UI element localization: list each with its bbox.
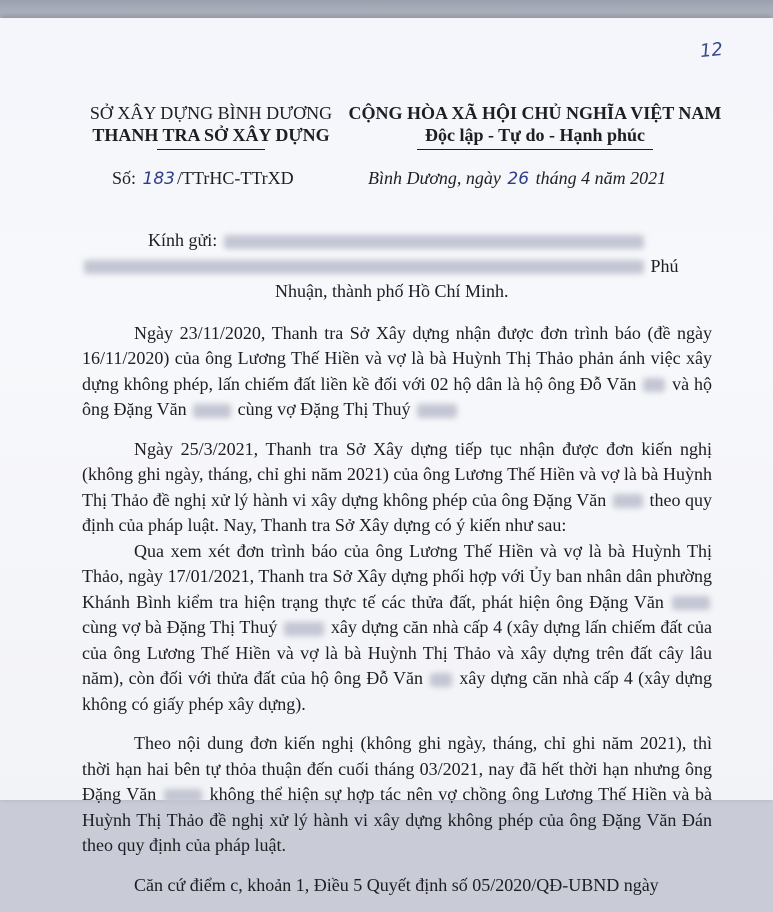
paragraph-3 — [82, 539, 712, 718]
redacted-name — [284, 622, 324, 636]
motto-underline — [417, 149, 653, 150]
paragraph-1-text-c: cùng vợ Đặng Thị Thuý — [237, 399, 411, 419]
paragraph-3-text-d: xây dựng căn nhà cấp 4 (xây dựng không có giấy phép xây dựng). — [82, 668, 713, 714]
paragraph-5: Căn cứ điểm c, khoản 1, Điều 5 Quyết định số 05/2020/QĐ-UBND ngày — [134, 874, 659, 895]
doc-number-suffix: /TTrHC-TTrXD — [176, 168, 294, 188]
paragraph-2-text-a: Ngày 25/3/2021, Thanh tra Sở Xây dựng tiếp tục nhận được đơn kiến nghị (không ghi ngày, tháng, chỉ ghi năm 2021) của ông Lương Thế Hiền và vợ là bà Huỳnh Thị Thảo đề nghị xử lý hành vi xây dựng không phép của ông Đặng Văn — [82, 438, 712, 510]
dateline — [368, 168, 666, 189]
paragraph-1-text-a: Ngày 23/11/2020, Thanh tra Sở Xây dựng nhận được đơn trình báo (đề ngày 16/11/2020) của ông Lương Thế Hiền và vợ là bà Huỳnh Thị Thảo phản ánh việc xây dựng không phép, lấn chiếm đất liền kề đối với 02 hộ dân là hộ ông Đỗ Văn — [82, 322, 712, 394]
redacted-name — [417, 404, 457, 418]
document-page — [0, 18, 773, 895]
recipient-line-3: Nhuận, thành phố Hồ Chí Minh. — [275, 281, 509, 301]
recipient-label: Kính gửi: — [148, 230, 218, 250]
paragraph-1 — [82, 321, 712, 423]
recipient-line-2 — [82, 254, 712, 280]
agency-line-1: SỞ XÂY DỰNG BÌNH DƯƠNG — [89, 103, 333, 123]
redacted-name — [672, 596, 710, 610]
date-place: Bình Dương, ngày — [368, 168, 501, 188]
paragraph-1-text-b: và hộ ông Đặng Văn — [82, 373, 712, 419]
document-number — [112, 168, 294, 189]
recipient-line-1 — [82, 228, 712, 254]
redacted-name — [613, 494, 643, 508]
doc-number-handwritten: 183 — [142, 169, 175, 189]
recipient-line-2-end: Phú — [650, 255, 679, 276]
recipient-block — [82, 228, 712, 305]
paragraph-4-text-b: không thể hiện sự hợp tác nên vợ chồng ông Lương Thế Hiền và bà Huỳnh Thị Thảo đề nghị xử lý hành vi xây dựng không phép của ông Đặng Văn Đán theo quy định của pháp luật. — [82, 784, 713, 855]
national-motto-block — [335, 102, 735, 150]
agency-underline — [157, 149, 265, 150]
document-body — [82, 228, 712, 912]
nation-motto: Độc lập - Tự do - Hạnh phúc — [424, 125, 646, 145]
date-month: 4 — [581, 168, 591, 188]
paragraph-2 — [82, 437, 712, 539]
redacted-recipient-name — [224, 235, 644, 249]
redacted-name — [430, 673, 452, 687]
paragraph-4-text-a: Theo nội dung đơn kiến nghị (không ghi ngày, tháng, chỉ ghi năm 2021), thì thời hạn hai bên tự thỏa thuận đến cuối tháng 03/2021, nay đã hết thời hạn nhưng ông Đặng Văn — [82, 733, 712, 804]
handwritten-page-number: 12 — [698, 38, 724, 63]
paragraph-3-text-b: cùng vợ bà Đặng Thị Thuý — [82, 617, 278, 637]
paragraph-2-text-b: theo quy định của pháp luật. Nay, Thanh tra Sở Xây dựng có ý kiến như sau: — [82, 489, 713, 535]
date-month-label: tháng — [535, 168, 577, 188]
redacted-name — [643, 378, 665, 392]
redacted-name — [193, 404, 231, 418]
date-year: năm 2021 — [594, 168, 667, 188]
issuing-agency-block — [66, 102, 356, 150]
agency-line-2: THANH TRA SỞ XÂY DỰNG — [92, 125, 330, 145]
date-day-handwritten: 26 — [507, 169, 530, 189]
doc-number-prefix: Số: — [112, 168, 137, 188]
paragraph-4 — [82, 731, 712, 859]
redacted-name — [164, 789, 202, 803]
redacted-recipient-address — [84, 260, 644, 274]
paragraph-3-text-c: xây dựng căn nhà cấp 4 (xây dựng lấn chiếm đất của của ông Lương Thế Hiền và vợ là bà Huỳnh Thị Thảo và xây dựng trên đất cây lâu năm), còn đối với thửa đất của hộ ông Đỗ Văn — [82, 617, 713, 688]
paragraph-3-text-a: Qua xem xét đơn trình báo của ông Lương Thế Hiền và vợ là bà Huỳnh Thị Thảo, ngày 17/01/2021, Thanh tra Sở Xây dựng phối hợp với Ủy ban nhân dân phường Khánh Bình kiểm tra hiện trạng thực tế các thửa đất, phát hiện ông Đặng Văn — [82, 540, 712, 612]
nation-title: CỘNG HÒA XÃ HỘI CHỦ NGHĨA VIỆT NAM — [348, 103, 722, 123]
